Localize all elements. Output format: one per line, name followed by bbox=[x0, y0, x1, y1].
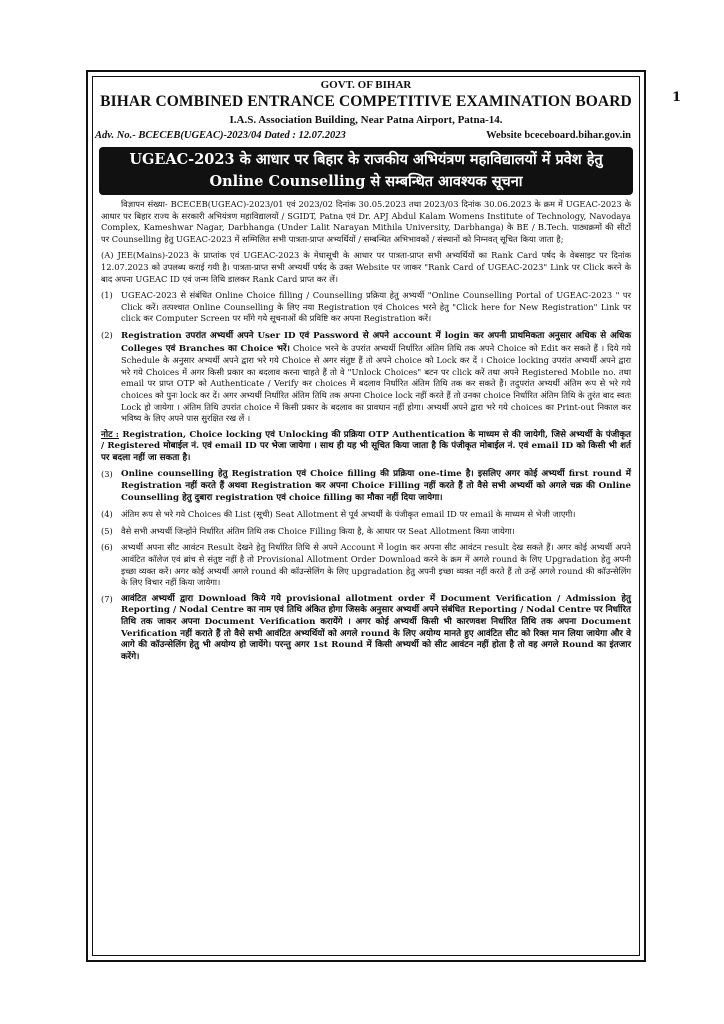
point-a: (A) JEE(Mains)-2023 के प्राप्तांक एवं UGEAC-2023 के मेधासूची के आधार पर पात्रता-प्राप्त सभी अभ्यर्थियों का Rank Card पर्षद के वेबसाइट पर दिनांक 12.07.2023 को उपलब्ध कराई गयी है। पात्रता-प्राप्त सभी अभ्यर्थी पर्षद के उक्त Website पर जाकर "Rank Card of UGEAC-2023" Link पर Click करने के बाद अपना UGEAC ID एवं जन्म तिथि डालकर Rank Card प्राप्त कर लें। bbox=[101, 250, 631, 284]
point-text: UGEAC-2023 से संबंधित Online Choice filling / Counselling प्रक्रिया हेतु अभ्यर्थी "Online Counselling Portal of UGEAC-2023 " पर Click करें। तत्पश्चात Online Counselling के लिए नया Registration एवं Choices भरने हेतु "Click here for New Registration" Link पर click कर Computer Screen पर माँगे गये सूचनाओं की प्रविष्टि कर अपना Registration करें। bbox=[121, 290, 631, 324]
point-6 bbox=[101, 542, 631, 588]
board-address: I.A.S. Association Building, Near Patna Airport, Patna-14. bbox=[229, 114, 503, 126]
point-bold-text: Online counselling हेतु Registration एवं Choice filling की प्रक्रिया one-time है। इसलिए अगर कोई अभ्यर्थी first round में Registration नहीं करते हैं अथवा Registration कर अपना Choice Filling नहीं करते हैं तो वैसे सभी अभ्यर्थी को अगले चक्र की Online Counselling हेतु दुबारा registration एवं choice filling का मौका नहीं दिया जायेगा। bbox=[121, 469, 631, 503]
point-text bbox=[121, 330, 631, 425]
govt-heading: GOVT. OF BIHAR bbox=[320, 79, 412, 91]
point-number: (2) bbox=[101, 329, 113, 340]
website-text: Website bceceboard.bihar.gov.in bbox=[486, 130, 631, 141]
point-bold-text: Registration उपरांत अभ्यर्थी अपने User ID एवं Password से अपने account में login कर अपनी प्राथमिकता अनुसार अधिक से अधिक Colleges एवं Branches का Choice भरें। bbox=[121, 330, 631, 354]
notice-frame bbox=[86, 70, 646, 962]
point-4 bbox=[101, 509, 631, 521]
point-regular-text: Choice भरने के उपरांत अभ्यर्थी निर्धारित अंतिम तिथि तक अपने Choice को Edit कर सकते हैं । दिये गये Schedule के अनुसार अभ्यर्थी अपने द्वारा भरे गये Choice से अगर संतुष्ट हैं तो अपने choice को Lock कर दें । Choice locking उपरांत अभ्यर्थी अपने द्वारा भरे गये Choices में अगर किसी प्रकार का बदलाव करना चाहते हैं तो वे "Unlock Choices" बटन पर click करें तथा अपने Registered Mobile no. तथा email पर प्राप्त OTP को Authenticate / Verify कर choices में बदलाव निर्धारित अंतिम तिथि तक कर सकते हैं। तदुपरांत अभ्यर्थी अंतिम रूप से भरे गये choices को पुनः lock कर दें। अगर अभ्यर्थी निर्धारित अंतिम तिथि तक अपना Choice lock नहीं करते हैं तो उनका choice निर्धारित अंतिम तिथि के तुरंत बाद स्वतः Lock हो जायेगा । अंतिम तिथि उपरांत choice में किसी प्रकार के बदलाव का प्रावधान नहीं होगा। अभ्यर्थी अपने द्वारा भरे गये choices का Print-out निकाल कर भविष्य के लिए अपने पास सुरक्षित रख लें । bbox=[121, 342, 631, 424]
banner-line-1: UGEAC-2023 के आधार पर बिहार के राजकीय अभियंत्रण महाविद्यालयों में प्रवेश हेतु bbox=[129, 151, 603, 168]
point-number: (6) bbox=[101, 542, 113, 553]
point-number: (5) bbox=[101, 525, 113, 536]
point-3 bbox=[101, 469, 631, 504]
point-bold-text: आवंटित अभ्यर्थी द्वारा Download किये गये provisional allotment order में Document Verification / Admission हेतु Reporting / Nodal Centre का नाम एवं तिथि अंकित होगा जिसके अनुसार अभ्यर्थी अपने संबंधित Reporting / Nodal Centre पर निर्धारित तिथि तक जाकर अपना Document Verification करायेंगे । अगर कोई अभ्यर्थी किसी भी कारणवश निर्धारित तिथि तक अपना Document Verification नहीं कराते हैं तो वैसे सभी आवंटित अभ्यर्थियों को अगले round के लिए अयोग्य मानते हुए आवंटित सीट को रिक्त मान लिया जायेगा और वे आगे की कॉउन्सेलिंग हेतु भी अयोग्य हो जायेंगे। परन्तु अगर 1st Round में किसी अभ्यर्थी को सीट आवंटन नहीं होता है तो वह अगले Round का इंतजार करेंगे। bbox=[121, 593, 631, 662]
point-1 bbox=[101, 290, 631, 325]
note-text: Registration, Choice locking एवं Unlocking की प्रक्रिया OTP Authentication के माध्यम से की जायेगी, जिसे अभ्यर्थी के पंजीकृत / Registered मोबाईल नं. एवं email ID पर भेजा जायेगा । साथ ही यह भी सूचित किया जाता है कि पंजीकृत मोबाईल नं. एवं email ID को किसी भी शर्त पर बदला नहीं जा सकता है। bbox=[101, 429, 632, 463]
intro-paragraph: विज्ञापन संख्या- BCECEB(UGEAC)-2023/01 एवं 2023/02 दिनांक 30.05.2023 तथा 2023/03 दिनांक 30.06.2023 के क्रम में UGEAC-2023 के आधार पर बिहार राज्य के सरकारी अभियंत्रण महाविद्यालयों / SGIDT, Patna एवं Dr. APJ Abdul Kalam Womens Institute of Technology, Navodaya Complex, Kameshwar Nagar, Darbhanga (Under Lalit Narayan Mithila University, Darbhanga) के BE / B.Tech. पाठ्यक्रमों की सीटों पर Counselling हेतु UGEAC-2023 में सम्मिलित सभी पात्रता-प्राप्त अभ्यर्थियों / सम्बन्धित अभिभावकों / संस्थानों को निम्नवत् सूचित किया जाता है; bbox=[101, 199, 631, 244]
advertisement-row bbox=[93, 130, 639, 144]
point-text: अंतिम रूप से भरे गये Choices की List (सूची) Seat Allotment से पूर्व अभ्यर्थी के पंजीकृत email ID पर email के माध्यम से भेजी जाएगी। bbox=[121, 509, 576, 520]
notice-body bbox=[101, 199, 631, 668]
notice-frame-inner bbox=[92, 76, 640, 956]
point-number: (1) bbox=[101, 290, 113, 301]
note-label: नोट : bbox=[101, 429, 119, 440]
adv-number: Adv. No.- BCECEB(UGEAC)-2023/04 Dated : 12.07.2023 bbox=[95, 130, 346, 141]
point-text: अभ्यर्थी अपना सीट आवंटन Result देखने हेतु निर्धारित तिथि से अपने Account में login कर अपना सीट आवंटन result देख सकते हैं। अगर कोई अभ्यर्थी अपने आवंटित कॉलेज एवं ब्रांच से संतुष्ट नहीं है तो Provisional Allotment Order Download करने के क्रम में अगले round के लिए Upgradation हेतु अपनी इच्छा व्यक्त करें। अगर कोई अभ्यर्थी अगले round की कॉउन्सेलिंग के लिए upgradation हेतु अपनी इच्छा व्यक्त नहीं करते हैं तो उन्हें अगले round की कॉउन्सेलिंग के लिए विचार नहीं किया जायेगा। bbox=[121, 542, 631, 588]
banner-line-2: Online Counselling से सम्बन्धित आवश्यक सूचना bbox=[209, 173, 523, 190]
point-number: (7) bbox=[101, 593, 113, 604]
page-number: 1 bbox=[672, 90, 682, 105]
point-2 bbox=[101, 330, 631, 425]
point-text: वैसे सभी अभ्यर्थी जिन्होंने निर्धारित अंतिम तिथि तक Choice Filling किया है, के आधार पर Seat Allotment किया जायेगा। bbox=[121, 525, 515, 536]
point-7 bbox=[101, 594, 631, 664]
point-number: (3) bbox=[101, 469, 113, 480]
point-number: (4) bbox=[101, 509, 113, 520]
note-paragraph bbox=[101, 430, 631, 465]
board-title: BIHAR COMBINED ENTRANCE COMPETITIVE EXAMINATION BOARD bbox=[100, 93, 632, 110]
point-5 bbox=[101, 526, 631, 538]
notice-banner bbox=[99, 147, 633, 195]
